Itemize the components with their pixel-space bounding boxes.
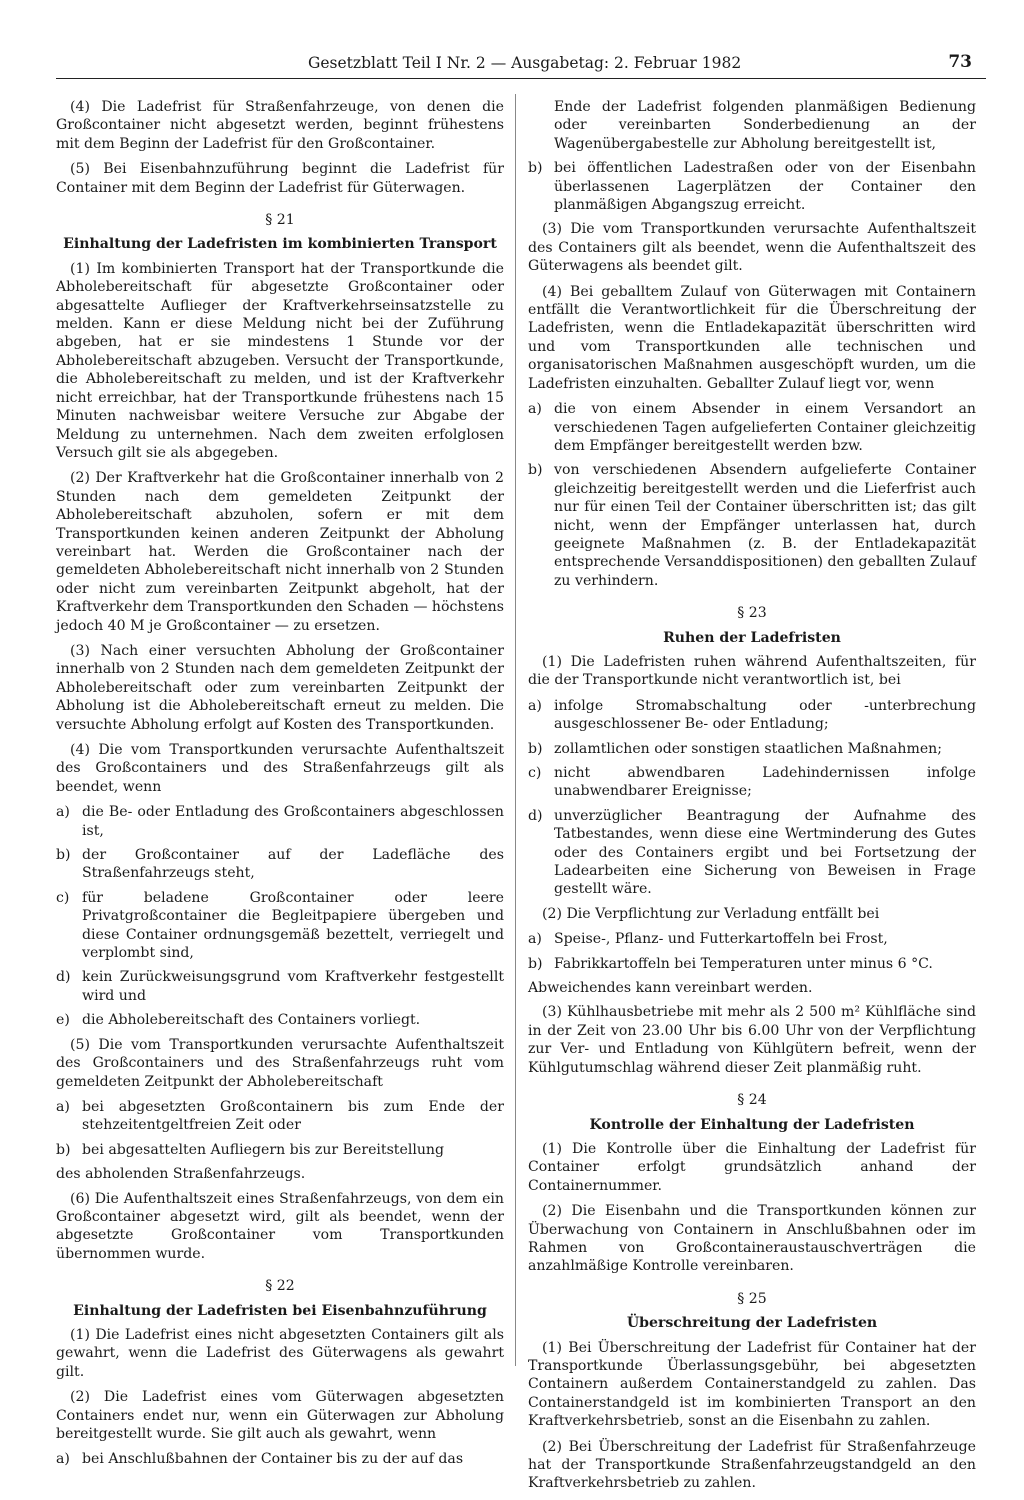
list-item bbox=[528, 740, 976, 758]
list-item bbox=[56, 1011, 504, 1029]
list-text: kein Zurückweisungsgrund vom Kraftverkehr festgestellt wird und bbox=[82, 969, 504, 1004]
list-label: b) bbox=[56, 1141, 71, 1158]
list-label: c) bbox=[56, 889, 70, 906]
paragraph: (3) Die vom Transportkunden verursachte Aufenthaltszeit des Containers gilt als beendet, wenn die Aufenthaltszeit des Güterwagens als beendet gilt. bbox=[528, 221, 976, 275]
list-text: Speise-, Pflanz- und Futterkartoffeln bei Frost, bbox=[554, 931, 888, 948]
list-text: Fabrikkartoffeln bei Temperaturen unter minus 6 °C. bbox=[554, 955, 933, 972]
page-number: 73 bbox=[948, 52, 972, 72]
list-text: zollamtlichen oder sonstigen staatlichen Maßnahmen; bbox=[554, 740, 943, 757]
list-item bbox=[528, 955, 976, 973]
list-item bbox=[528, 461, 976, 590]
list-text: infolge Stromabschaltung oder -unterbrechung ausgeschlossener Be- oder Entladung; bbox=[554, 697, 976, 733]
paragraph: (1) Die Kontrolle über die Einhaltung der Ladefrist für Container erfolgt grundsätzlich anhand der Containernummer. bbox=[528, 1140, 976, 1194]
list-label: a) bbox=[528, 401, 542, 418]
list-text: die von einem Absender in einem Versandort an verschiedenen Tagen aufgelieferten Container gleichzeitig dem Empfänger bereitgestellt werden bzw. bbox=[554, 401, 976, 454]
list-text: von verschiedenen Absendern aufgelieferte Container gleichzeitig bereitgestellt werden und die Lieferfrist auch nur für einen Teil der Container überschritten ist; das gilt nicht, wenn der Empfänger unterlassen hat, durch geeignete Maßnahmen (z. B. der Entladekapazität entsprechende Versanddispositionen) den geballten Zulauf zu verhindern. bbox=[554, 462, 976, 589]
list-text: für beladene Großcontainer oder leere Privatgroßcontainer die Begleitpapiere übergeben und diese Container ordnungsgemäß bezettelt, verriegelt und verplombt sind, bbox=[82, 889, 504, 962]
list-item-continuation bbox=[528, 98, 976, 153]
paragraph: (4) Bei geballtem Zulauf von Güterwagen mit Containern entfällt die Verantwortlichkeit für die Überschreitung der Ladefristen, wenn die Entladekapazität überschritten wird und vom Transportkunden alle technischen und organisatorischen Maßnahmen ausgeschöpft wurden, um die Ladefristen einzuhalten. Geballter Zulauf liegt vor, wenn bbox=[528, 283, 976, 392]
list-label: e) bbox=[56, 1012, 70, 1029]
list-item bbox=[56, 803, 504, 840]
list-label: a) bbox=[528, 697, 542, 714]
list-label: d) bbox=[56, 969, 71, 986]
right-column bbox=[528, 98, 976, 1500]
section-number: § 22 bbox=[265, 1278, 295, 1295]
section-number: § 24 bbox=[737, 1092, 767, 1109]
list-label: b) bbox=[528, 160, 543, 177]
list-label: a) bbox=[56, 1098, 70, 1115]
paragraph: (2) Die Verpflichtung zur Verladung entfällt bei bbox=[542, 905, 880, 922]
section-number: § 23 bbox=[737, 605, 767, 622]
list-label: b) bbox=[528, 740, 543, 757]
list-text: der Großcontainer auf der Ladefläche des Straßenfahrzeugs steht, bbox=[82, 847, 504, 882]
list-text: bei öffentlichen Ladestraßen oder von der Eisenbahn überlassenen Lagerplätzen der Container den planmäßigen Abgangszug erreicht. bbox=[554, 160, 976, 214]
list-text: die Abholebereitschaft des Containers vorliegt. bbox=[82, 1012, 421, 1029]
list-label: a) bbox=[56, 1451, 70, 1468]
paragraph: (2) Der Kraftverkehr hat die Großcontainer innerhalb von 2 Stunden nach dem gemeldeten Zeitpunkt der Abholebereitschaft abzuholen, sofern er mit dem Transportkunden keinen anderen Zeitpunkt der Abholung vereinbart hat. Werden die Großcontainer nach der gemeldeten Abholebereitschaft nicht innerhalb von 2 Stunden oder nicht zum vereinbarten Zeitpunkt abgeholt, hat der Kraftverkehr dem Transportkunden den Schaden — höchstens jedoch 40 M je Großcontainer — zu ersetzen. bbox=[56, 470, 504, 634]
paragraph: (1) Die Ladefristen ruhen während Aufenthaltszeiten, für die der Transportkunde nicht verantwortlich ist, bei bbox=[528, 653, 976, 689]
section-number: § 21 bbox=[265, 212, 295, 229]
paragraph: (3) Kühlhausbetriebe mit mehr als 2 500 m² Kühlfläche sind in der Zeit von 23.00 Uhr bis 6.00 Uhr von der Verpflichtung zur Ver- und Entladung von Kühlgütern befreit, wenn der Kühlgutumschlag während dieser Zeit planmäßig ruht. bbox=[528, 1004, 976, 1076]
paragraph: (4) Die vom Transportkunden verursachte Aufenthaltszeit des Großcontainers und des Straßenfahrzeugs gilt als beendet, wenn bbox=[56, 742, 504, 795]
paragraph: (4) Die Ladefrist für Straßenfahrzeuge, von denen die Großcontainer nicht abgesetzt werden, beginnt frühestens mit dem Beginn der Ladefrist für den Großcontainer. bbox=[56, 99, 504, 152]
paragraph: (1) Im kombinierten Transport hat der Transportkunde die Abholebereitschaft für abgesetzte Großcontainer oder abgesattelte Auflieger der Kraftverkehrseinsatzstelle zu melden. Kann er diese Meldung nicht bei der Zuführung abgeben, hat er sie mindestens 1 Stunde vor der Abholebereitschaft abzugeben. Versucht der Transportkunde, die Abholebereitschaft zu melden, und ist der Kraftverkehr nicht erreichbar, hat der Transportkunde frühestens nach 15 Minuten nachweisbar weitere Versuche zur Abgabe der Meldung zu unternehmen. Nach dem zweiten erfolglosen Versuch gilt sie als abgegeben. bbox=[56, 260, 504, 461]
paragraph-continuation: des abholenden Straßenfahrzeugs. bbox=[56, 1166, 306, 1183]
list-text: bei abgesattelten Aufliegern bis zur Bereitstellung bbox=[82, 1141, 445, 1158]
list-label: d) bbox=[528, 807, 543, 824]
list-label: c) bbox=[528, 765, 542, 781]
paragraph: (5) Bei Eisenbahnzuführung beginnt die Ladefrist für Container mit dem Beginn der Ladefrist für Güterwagen. bbox=[56, 161, 504, 196]
paragraph: (3) Nach einer versuchten Abholung der Großcontainer innerhalb von 2 Stunden nach dem gemeldeten Zeitpunkt der Abholebereitschaft oder zum vereinbarten Zeitpunkt der Abholung ist die Abholebereitschaft erneut zu melden. Die versuchte Abholung erfolgt auf Kosten des Transportkunden. bbox=[56, 642, 504, 733]
list-text: Ende der Ladefrist folgenden planmäßigen Bedienung oder vereinbarten Sonderbedienung an der Wagenübergabestelle zur Abholung bereitgestellt ist, bbox=[554, 99, 976, 152]
left-column bbox=[56, 98, 504, 1475]
list-item bbox=[528, 764, 976, 801]
paragraph: (2) Die Ladefrist eines vom Güterwagen abgesetzten Containers endet nur, wenn ein Güterwagen zur Abholung bereitgestellt wurde. Sie gilt auch als gewahrt, wenn bbox=[56, 1389, 504, 1442]
list-label: a) bbox=[528, 931, 542, 948]
paragraph: (5) Die vom Transportkunden verursachte Aufenthaltszeit des Großcontainers und des Straßenfahrzeugs ruht vom gemeldeten Zeitpunkt der Abholebereitschaft bbox=[56, 1036, 504, 1090]
list-text: bei Anschlußbahnen der Container bis zu der auf das bbox=[82, 1451, 464, 1468]
list-label: b) bbox=[528, 462, 543, 479]
paragraph-continuation: Abweichendes kann vereinbart werden. bbox=[528, 980, 813, 997]
list-item bbox=[56, 1141, 504, 1159]
list-text: bei abgesetzten Großcontainern bis zum Ende der stehzeitentgeltfreien Zeit oder bbox=[82, 1098, 504, 1134]
list-item bbox=[528, 697, 976, 734]
list-item bbox=[56, 846, 504, 883]
paragraph: (1) Die Ladefrist eines nicht abgesetzten Containers gilt als gewahrt, wenn die Ladefrist des Güterwagens als gewahrt gilt. bbox=[56, 1326, 504, 1380]
paragraph: (2) Bei Überschreitung der Ladefrist für Straßenfahrzeuge hat der Transportkunde Straßenfahrzeugstandgeld an den Kraftverkehrsbetrieb zu zahlen. bbox=[528, 1438, 976, 1492]
list-label: a) bbox=[56, 804, 70, 821]
list-text: nicht abwendbaren Ladehindernissen infolge unabwendbarer Ereignisse; bbox=[554, 765, 976, 800]
list-item bbox=[56, 889, 504, 963]
section-heading: Kontrolle der Einhaltung der Ladefristen bbox=[589, 1116, 915, 1133]
section-heading: Einhaltung der Ladefristen bei Eisenbahnzuführung bbox=[73, 1302, 487, 1319]
column-divider bbox=[515, 94, 516, 1366]
list-item bbox=[528, 400, 976, 455]
section-heading: Überschreitung der Ladefristen bbox=[626, 1315, 878, 1332]
list-item bbox=[56, 1098, 504, 1135]
list-text: unverzüglicher Beantragung der Aufnahme des Tatbestandes, wenn diese eine Wertminderung des Gutes oder des Containers ergibt und bei Fortsetzung der Ladearbeiten eine Sicherung von Beweisen in Frage gestellt wäre. bbox=[554, 807, 976, 898]
list-item bbox=[528, 159, 976, 214]
page-header bbox=[56, 52, 986, 79]
header-title: Gesetzblatt Teil I Nr. 2 — Ausgabetag: 2. Februar 1982 bbox=[308, 54, 742, 72]
paragraph: (1) Bei Überschreitung der Ladefrist für Container hat der Transportkunde Überlassungsgebühr, bei abgesetzten Containern außerdem Containerstandgeld zu zahlen. Das Containerstandgeld ist im kombinierten Transport an den Kraftverkehrsbetrieb, sonst an die Eisenbahn zu zahlen. bbox=[528, 1339, 976, 1430]
list-item bbox=[56, 968, 504, 1005]
list-text: die Be- oder Entladung des Großcontainers abgeschlossen ist, bbox=[82, 804, 504, 839]
section-number: § 25 bbox=[737, 1290, 767, 1307]
list-label: b) bbox=[528, 955, 543, 972]
list-item bbox=[528, 930, 976, 948]
list-label: b) bbox=[56, 847, 71, 864]
list-item bbox=[56, 1450, 504, 1468]
list-item bbox=[528, 807, 976, 899]
section-heading: Ruhen der Ladefristen bbox=[663, 629, 841, 646]
paragraph: (2) Die Eisenbahn und die Transportkunden können zur Überwachung von Containern in Anschlußbahnen oder im Rahmen von Großcontaineraustauschverträgen die anzahlmäßige Kontrolle vereinbaren. bbox=[528, 1203, 976, 1275]
section-heading: Einhaltung der Ladefristen im kombinierten Transport bbox=[63, 236, 497, 253]
paragraph: (6) Die Aufenthaltszeit eines Straßenfahrzeugs, von dem ein Großcontainer abgesetzt wird, gilt als beendet, wenn der abgesetzte Großcontainer vom Transportkunden übernommen wurde. bbox=[56, 1190, 504, 1262]
